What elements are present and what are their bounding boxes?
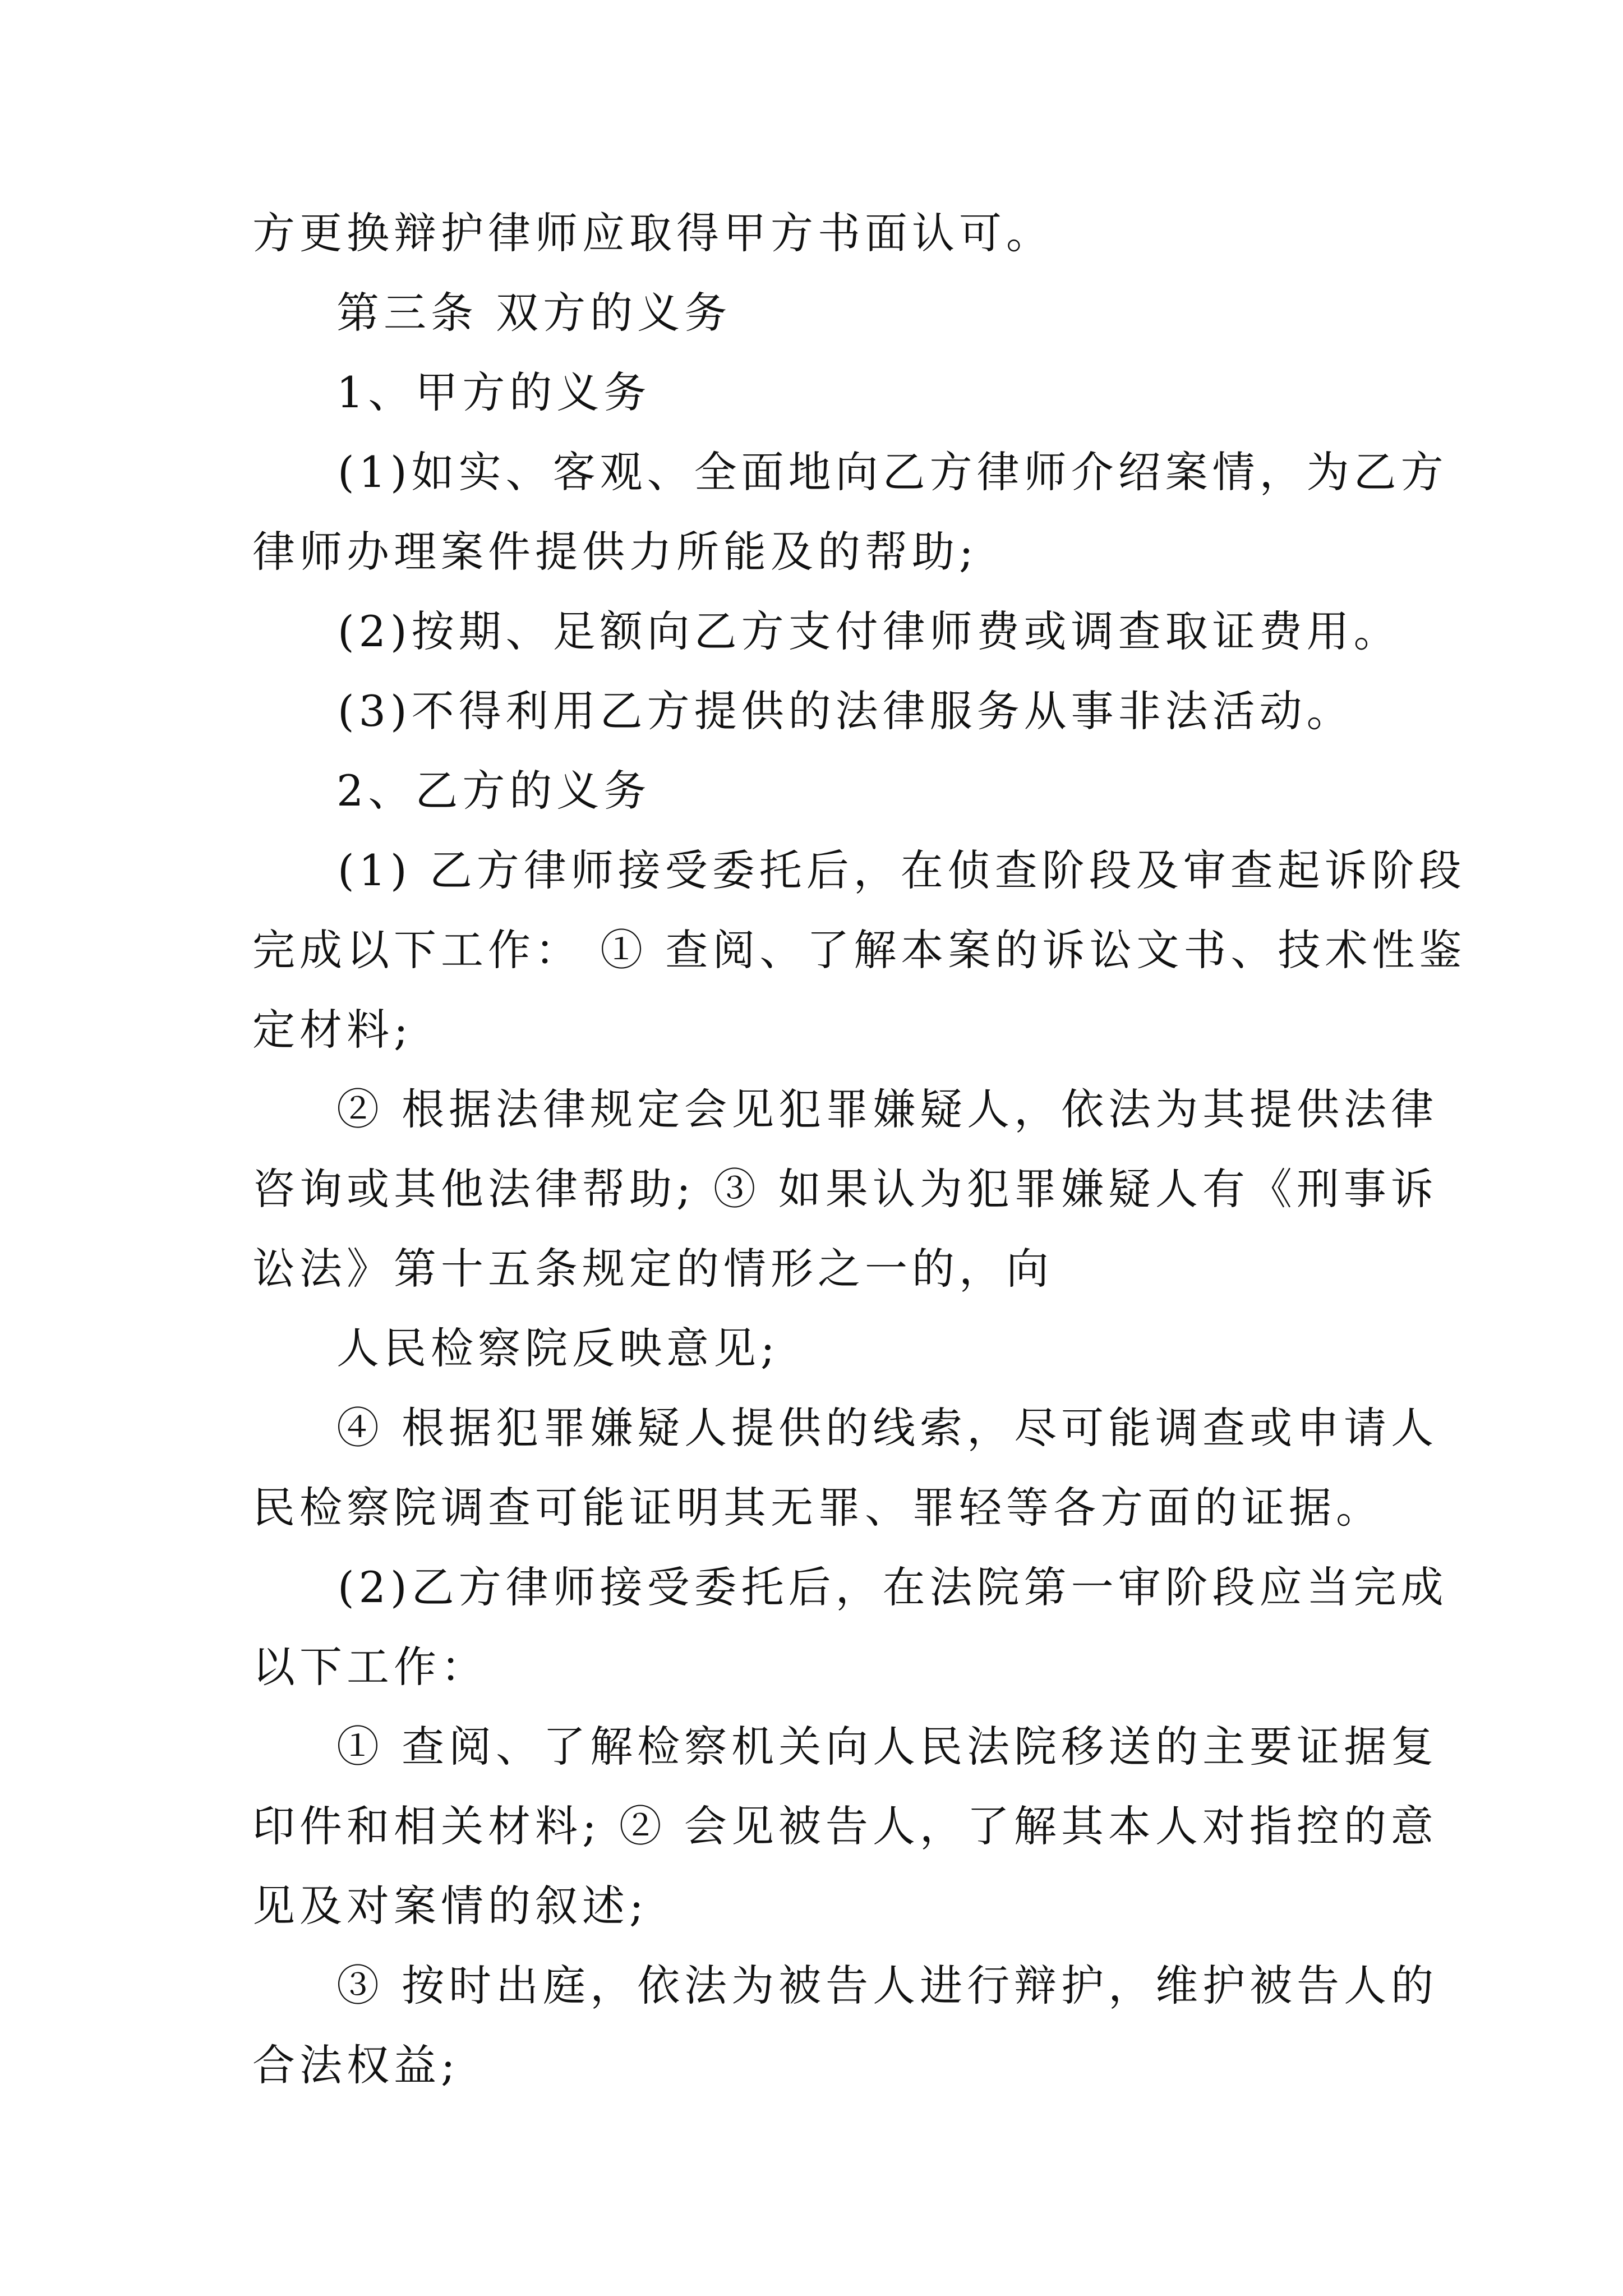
text-line: 咨询或其他法律帮助; ③ 如果认为犯罪嫌疑人有《刑事诉 [252,1164,1438,1214]
text-line: 律师办理案件提供力所能及的帮助; [252,527,978,577]
text-line: (3)不得利用乙方提供的法律服务从事非法活动。 [338,686,1354,736]
text-line: ④ 根据犯罪嫌疑人提供的线索，尽可能调查或申请人 [336,1403,1438,1453]
text-line: 见及对案情的叙述; [252,1881,648,1931]
text-line: 定材料; [252,1005,413,1055]
text-line: 印件和相关材料; ② 会见被告人，了解其本人对指控的意 [252,1801,1438,1851]
text-line: 合法权益; [252,2040,460,2090]
text-line: 完成以下工作： ① 查阅、了解本案的诉讼文书、技术性鉴 [252,925,1467,975]
text-line: 方更换辩护律师应取得甲方书面认可。 [252,208,1053,258]
section-heading: 1、甲方的义务 [336,367,651,417]
text-line: (2)乙方律师接受委托后，在法院第一审阶段应当完成 [338,1562,1448,1612]
article-heading: 第三条 双方的义务 [336,288,732,338]
text-line: 人民检察院反映意见; [336,1323,780,1373]
text-line: (1) 乙方律师接受委托后，在侦查阶段及审查起诉阶段 [338,845,1466,895]
text-line: (2)按期、足额向乙方支付律师费或调查取证费用。 [338,606,1401,656]
text-line: ① 查阅、了解检察机关向人民法院移送的主要证据复 [336,1722,1438,1772]
text-line: ② 根据法律规定会见犯罪嫌疑人，依法为其提供法律 [336,1084,1438,1134]
document-body [252,194,1467,2105]
text-line: 民检察院调查可能证明其无罪、罪轻等各方面的证据。 [252,1483,1383,1533]
text-line: 讼法》第十五条规定的情形之一的，向 [252,1244,1053,1294]
text-line: ③ 按时出庭，依法为被告人进行辩护，维护被告人的 [336,1961,1438,2010]
section-heading: 2、乙方的义务 [336,766,651,816]
text-line: (1)如实、客观、全面地向乙方律师介绍案情，为乙方 [338,447,1448,497]
text-line: 以下工作： [252,1642,488,1692]
